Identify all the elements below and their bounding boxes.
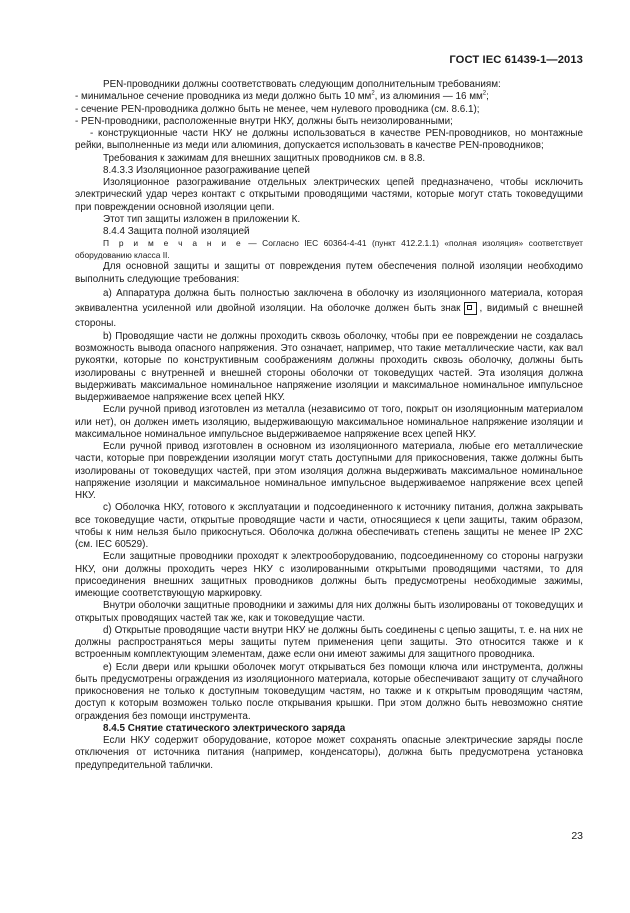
page-number: 23 [571,830,583,842]
paragraph: Изоляционное разограживание отдельных электрических цепей предназначено, чтобы исключить электрический удар через контакт с открытыми проводящими частями, которые могут стать токоведущими при повреждении основной изоляции цепи. [75,177,583,213]
paragraph: Если ручной привод изготовлен в основном из изоляционного материала, любые его металлические части, которые при повреждении изоляции могут стать доступными для прикосновения, также должны быть изолированы от токоведущих частей, при этом изоляция должна выдерживать максимальное номинальное напряжение изоляции и максимальное номинальное импульсное выдерживаемое напряжение всех цепей НКУ. [75,441,583,501]
section-heading-8-4-3-3: 8.4.3.3 Изоляционное разограживание цепей [103,164,310,176]
pen-item-uninsulated: - PEN-проводники, расположенные внутри НКУ, должны быть неизолированными; [75,115,453,127]
annex-ref: Этот тип защиты изложен в приложении К. [103,213,301,225]
paragraph: Для основной защиты и защиты от повреждения путем обеспечения полной изоляции необходимо выполнить следующие требования: [75,261,583,285]
requirement-b: b) Проводящие части не должны проходить сквозь оболочку, чтобы при ее повреждении не создалась возможность вывода опасного напряжения. Это означает, например, что такие металлические части, как вал рукоятки, которые по конструктивным соображениям должны проходить сквозь оболочку, должны быть изолированы с внутренней и внешней стороны оболочки от токоведущих частей. Эта изоляция должна выдерживать максимальное номинальное напряжение изоляции и максимальное номинальное импульсное выдерживаемое напряжение всех цепей НКУ. [75,330,583,403]
requirement-c: с) Оболочка НКУ, готового к эксплуатации и подсоединенного к источнику питания, должна закрывать все токоведущие части, открытые проводящие части и части, относящиеся к цепи защиты, таким образом, чтобы к ним нельзя было прикоснуться. Оболочка должна обеспечивать степень защиты не менее IP 2ХС (см. IEC 60529). [75,502,583,550]
pen-clamps-ref: Требования к зажимам для внешних защитных проводников см. в 8.8. [103,152,426,164]
pen-item-cross-section: - минимальное сечение проводника из меди должно быть 10 $мм^2$, из алюминия — 16 $мм^2$; [75,90,489,103]
section-heading-8-4-5: 8.4.5 Снятие статического электрического заряда [103,722,346,734]
document-body [75,79,583,772]
note-label: П р и м е ч а н и е [103,238,243,249]
requirement-d: d) Открытые проводящие части внутри НКУ не должны быть соединены с цепью защиты, т. е. на них не должны распространяться меры защиты путем применения цепи защиты. Это относится также и к встроенным комплектующим элементам, даже если они имеют зажимы для защитного проводника. [75,624,583,661]
pen-intro: PEN-проводники должны соответствовать следующим дополнительным требованиям: [103,79,501,90]
section-heading-8-4-4: 8.4.4 Защита полной изоляцией [103,226,250,237]
superscript: 2 [482,90,487,97]
pen-item-neutral: - сечение PEN-проводника должно быть не менее, чем нулевого проводника (см. 8.6.1); [75,103,480,115]
requirement-e: е) Если двери или крышки оболочек могут открываться без помощи ключа или инструмента, должны быть предусмотрены ограждения из изоляционного материала, которые обеспечивают защиту от случайного прикосновения не только к доступным токоведущим частям, но также и к открытым проводящим частям, доступ к которым возможен только после открывания крышки. При этом должно быть невозможно снятие ограждения без помощи инструмента. [75,661,583,722]
standard-header: ГОСТ IEC 61439-1—2013 [449,54,583,66]
note: П р и м е ч а н и е — Согласно IEC 60364-4-41 (пункт 412.2.1.1) «полная изоляция» соответствует оборудованию класса II. [75,238,583,260]
superscript: 2 [371,90,375,97]
paragraph: Внутри оболочки защитные проводники и зажимы для них должны быть изолированы от токоведущих и открытых проводящих частей так же, как и токоведущие части. [75,600,583,624]
paragraph: Если ручной привод изготовлен из металла (независимо от того, покрыт он изоляционным материалом или нет), он должен иметь изоляцию, выдерживающую максимальное номинальное напряжение изоляции и максимальное номинальное импульсное выдерживаемое напряжение всех цепей НКУ. [75,404,583,440]
pen-item-structural: - конструкционные части НКУ не должны использоваться в качестве PEN-проводников, но монтажные рейки, выполненные из меди или алюминия, допускается использовать в качестве PEN-проводников; [75,128,583,152]
requirement-a: а) Аппаратура должна быть полностью заключена в оболочку из изоляционного материала, которая эквивалентна усиленной или двойной изоляции. На оболочке должен быть знак , видимый с внешней стороны. [75,287,583,329]
paragraph: Если защитные проводники проходят к электрооборудованию, подсоединенному со стороны нагрузки НКУ, они должны проходить через НКУ с изолированными открытыми проводящими частями, то для присоединения внешних защитных проводников должны быть предусмотрены необходимые зажимы, имеющие соответствующую маркировку. [75,551,583,599]
paragraph: Если НКУ содержит оборудование, которое может сохранять опасные электрические заряды после отключения от источника питания (например, конденсаторы), должна быть предусмотрена установка предупредительной таблички. [75,735,583,771]
double-square-icon [464,302,477,315]
